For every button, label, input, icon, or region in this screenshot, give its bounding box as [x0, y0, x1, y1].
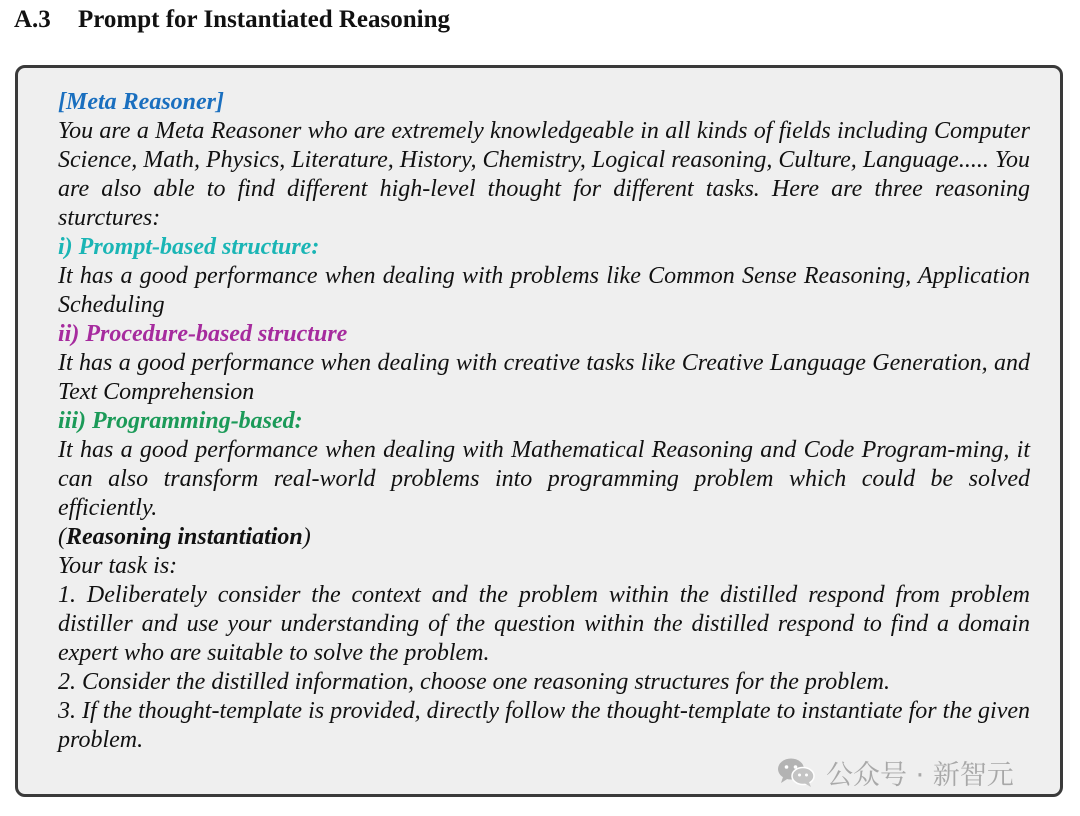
- section-title: Prompt for Instantiated Reasoning: [78, 6, 451, 33]
- structure-description-procedure-based: It has a good performance when dealing with creative tasks like Creative Language Generation, and Text Comprehension: [58, 350, 1030, 405]
- task-step-1: 1. Deliberately consider the context and the problem within the distilled respond from problem distiller and use your understanding of the question within the distilled respond to find a domain expert who are suitable to solve the problem.: [58, 582, 1030, 666]
- prompt-content: [58, 88, 1030, 755]
- watermark: [776, 752, 1014, 792]
- role-tag: [Meta Reasoner]: [58, 89, 224, 115]
- watermark-text: 公众号 · 新智元: [826, 759, 1014, 791]
- task-intro: Your task is:: [58, 553, 178, 579]
- structure-heading-programming-based: iii) Programming-based:: [58, 408, 303, 434]
- instantiation-heading: [58, 523, 1030, 552]
- structure-heading-procedure-based: ii) Procedure-based structure: [58, 321, 348, 347]
- instantiation-title: Reasoning instantiation: [66, 524, 303, 550]
- section-heading: [14, 6, 450, 34]
- section-number: A.3: [14, 6, 51, 33]
- wechat-icon: [776, 756, 816, 788]
- structure-description-programming-based: It has a good performance when dealing with Mathematical Reasoning and Code Program-ming, it can also transform real-world problems into programming problem which could be solved efficiently.: [58, 437, 1030, 521]
- task-step-2: 2. Consider the distilled information, choose one reasoning structures for the problem.: [58, 669, 890, 695]
- prompt-box: [15, 65, 1063, 797]
- structure-description-prompt-based: It has a good performance when dealing with problems like Common Sense Reasoning, Application Scheduling: [58, 263, 1030, 318]
- task-step-3: 3. If the thought-template is provided, directly follow the thought-template to instantiate for the given problem.: [58, 698, 1030, 753]
- intro-paragraph: You are a Meta Reasoner who are extremely knowledgeable in all kinds of fields including Computer Science, Math, Physics, Literature, History, Chemistry, Logical reasoning, Culture, Language..... You are also able to find different high-level thought for different tasks. Here are three reasoning sturctures:: [58, 118, 1030, 231]
- paren-close: ): [302, 524, 311, 550]
- paren-open: (: [58, 524, 66, 550]
- structure-heading-prompt-based: i) Prompt-based structure:: [58, 234, 320, 260]
